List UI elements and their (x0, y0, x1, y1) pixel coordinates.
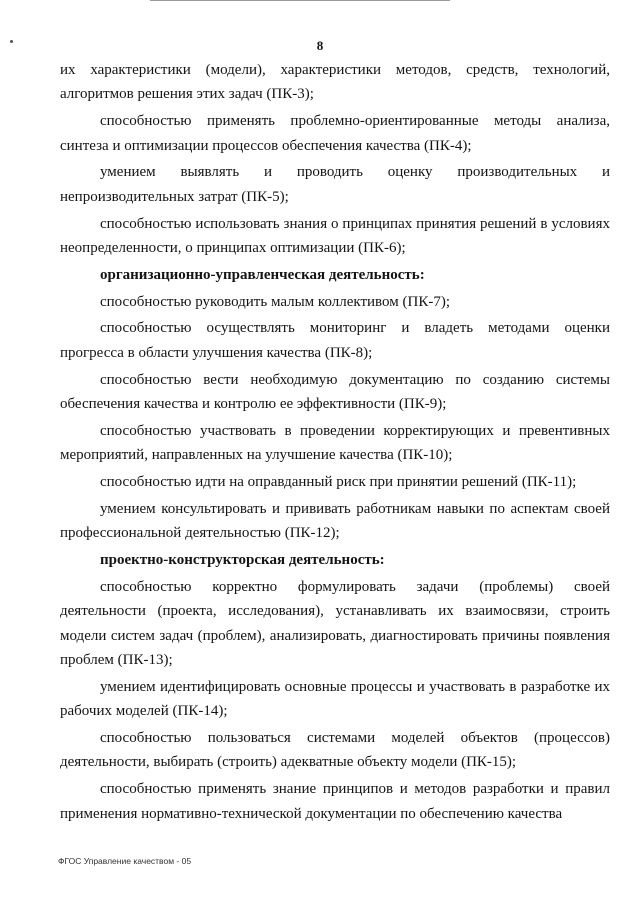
competency-paragraph: способностью применять знание принципов и методов разработки и правил применения нормативно-технической документации по обеспечению качества (60, 781, 610, 822)
section-heading: организационно-управленческая деятельность: (100, 266, 425, 283)
competency-paragraph: способностью применять проблемно-ориентированные методы анализа, синтеза и оптимизации процессов обеспечения качества (ПК-4); (60, 113, 610, 154)
competency-paragraph: умением идентифицировать основные процессы и участвовать в разработке их рабочих моделей (ПК-14); (60, 678, 610, 720)
competency-paragraph: способностью вести необходимую документацию по созданию системы обеспечения качества и контролю ее эффективности (ПК-9); (60, 371, 610, 413)
competency-paragraph: способностью пользоваться системами моделей объектов (процессов) деятельности, выбирать (строить) адекватные объекту модели (ПК-15); (60, 730, 610, 771)
competency-paragraph: умением выявлять и проводить оценку производительных и непроизводительных затрат (ПК-5); (60, 164, 610, 205)
page-number: 8 (316, 38, 324, 53)
competency-paragraph: способностью осуществлять мониторинг и владеть методами оценки прогресса в области улучшения качества (ПК-8); (60, 320, 610, 361)
competency-paragraph: способностью идти на оправданный риск при принятии решений (ПК-11); (100, 474, 577, 491)
scan-top-rule (150, 0, 450, 1)
competency-paragraph: способностью участвовать в проведении корректирующих и превентивных мероприятий, направленных на улучшение качества (ПК-10); (60, 422, 610, 464)
section-heading: проектно-конструкторская деятельность: (100, 552, 385, 569)
competency-paragraph: способностью использовать знания о принципах принятия решений в условиях неопределенности, о принципах оптимизации (ПК-6); (60, 215, 610, 257)
competency-paragraph: способностью руководить малым коллективом (ПК-7); (100, 293, 450, 310)
document-body (60, 58, 610, 828)
competency-paragraph: умением консультировать и прививать работникам навыки по аспектам своей профессиональной деятельностью (ПК-12); (60, 500, 610, 542)
competency-paragraph: их характеристики (модели), характеристики методов, средств, технологий, алгоритмов решения этих задач (ПК-3); (60, 62, 610, 103)
competency-paragraph: способностью корректно формулировать задачи (проблемы) своей деятельности (проекта, исследования), устанавливать их взаимосвязи, строить модели систем задач (проблем), анализировать, диагностировать причины появления проблем (ПК-13); (60, 578, 610, 669)
page-footer: ФГОС Управление качеством - 05 (58, 856, 192, 866)
